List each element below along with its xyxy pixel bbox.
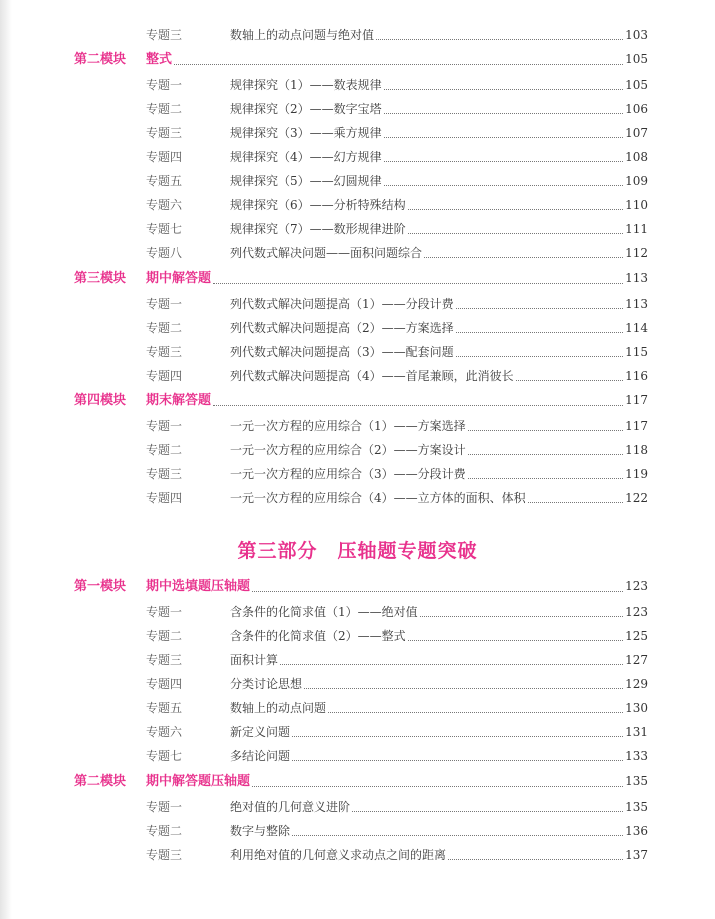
page-number: 113 — [625, 271, 648, 285]
toc-module-entry — [74, 773, 648, 790]
toc-topic-entry — [146, 823, 648, 839]
toc-module-entry — [74, 392, 648, 409]
dot-leader — [252, 591, 623, 592]
topic-title: 数轴上的动点问题与绝对值 — [230, 28, 375, 42]
page-number: 118 — [625, 443, 648, 457]
toc-topic-entry — [146, 368, 648, 384]
page-number: 131 — [625, 725, 648, 739]
toc-topic-entry — [146, 245, 648, 261]
dot-leader — [213, 283, 623, 284]
toc-topic-entry — [146, 77, 648, 93]
topic-title: 数轴上的动点问题 — [230, 701, 327, 715]
dot-leader — [384, 137, 623, 138]
toc-topic-entry — [146, 724, 648, 740]
dot-leader — [376, 39, 623, 40]
dot-leader — [328, 712, 623, 713]
toc-topic-entry — [146, 628, 648, 644]
module-title: 整式 — [146, 52, 173, 67]
topic-title: 规律探究（7）——数形规律进阶 — [230, 222, 406, 236]
topic-number: 专题六 — [146, 198, 183, 212]
dot-leader — [408, 209, 623, 210]
topic-title: 一元一次方程的应用综合（1）——方案选择 — [230, 419, 466, 433]
page-number: 123 — [625, 579, 648, 593]
topic-title: 规律探究（4）——幻方规律 — [230, 150, 382, 164]
topic-number: 专题四 — [146, 491, 183, 505]
page-number: 103 — [625, 28, 648, 42]
dot-leader — [456, 308, 623, 309]
topic-title: 多结论问题 — [230, 749, 291, 763]
toc-topic-entry — [146, 320, 648, 336]
topic-number: 专题四 — [146, 369, 183, 383]
page-number: 106 — [625, 102, 648, 116]
page-number: 110 — [625, 198, 648, 212]
page-number: 127 — [625, 653, 648, 667]
dot-leader — [292, 736, 623, 737]
page-number: 117 — [625, 419, 648, 433]
toc-topic-entry — [146, 296, 648, 312]
topic-title: 一元一次方程的应用综合（4）——立方体的面积、体积 — [230, 491, 526, 505]
topic-title: 分类讨论思想 — [230, 677, 303, 691]
topic-number: 专题四 — [146, 150, 183, 164]
dot-leader — [408, 640, 623, 641]
topic-number: 专题八 — [146, 246, 183, 260]
dot-leader — [384, 113, 623, 114]
dot-leader — [448, 859, 623, 860]
toc-topic-entry — [146, 221, 648, 237]
dot-leader — [352, 811, 623, 812]
topic-number: 专题三 — [146, 848, 183, 862]
page-number: 125 — [625, 629, 648, 643]
topic-number: 专题三 — [146, 345, 183, 359]
page-number: 107 — [625, 126, 648, 140]
page-number: 135 — [625, 774, 648, 788]
page-number: 111 — [625, 222, 648, 236]
topic-number: 专题一 — [146, 78, 183, 92]
topic-number: 专题二 — [146, 443, 183, 457]
dot-leader — [304, 688, 623, 689]
dot-leader — [468, 430, 623, 431]
dot-leader — [516, 380, 623, 381]
topic-title: 含条件的化简求值（1）——绝对值 — [230, 605, 418, 619]
toc-module-entry — [74, 270, 648, 287]
dot-leader — [468, 454, 623, 455]
topic-title: 规律探究（3）——乘方规律 — [230, 126, 382, 140]
module-number: 第二模块 — [74, 52, 127, 67]
dot-leader — [384, 161, 623, 162]
dot-leader — [292, 835, 623, 836]
toc-topic-entry — [146, 466, 648, 482]
toc-module-entry — [74, 51, 648, 68]
toc-topic-entry — [146, 125, 648, 141]
topic-title: 一元一次方程的应用综合（2）——方案设计 — [230, 443, 466, 457]
topic-title: 新定义问题 — [230, 725, 291, 739]
module-number: 第一模块 — [74, 579, 127, 594]
page-edge-shadow — [0, 0, 12, 919]
dot-leader — [528, 502, 623, 503]
toc-topic-entry — [146, 344, 648, 360]
page-number: 113 — [625, 297, 648, 311]
dot-leader — [468, 478, 623, 479]
module-title: 期末解答题 — [146, 393, 212, 408]
dot-leader — [292, 760, 623, 761]
toc-topic-entry — [146, 652, 648, 668]
topic-title: 含条件的化简求值（2）——整式 — [230, 629, 406, 643]
dot-leader — [456, 356, 623, 357]
toc-topic-entry — [146, 149, 648, 165]
topic-title: 列代数式解决问题提高（3）——配套问题 — [230, 345, 454, 359]
page-number: 129 — [625, 677, 648, 691]
page-number: 133 — [625, 749, 648, 763]
dot-leader — [408, 233, 623, 234]
page-number: 119 — [625, 467, 648, 481]
topic-title: 规律探究（6）——分析特殊结构 — [230, 198, 406, 212]
module-title: 期中解答题 — [146, 271, 212, 286]
toc-topic-entry — [146, 748, 648, 764]
topic-number: 专题一 — [146, 419, 183, 433]
page-number: 136 — [625, 824, 648, 838]
topic-number: 专题五 — [146, 174, 183, 188]
page-number: 108 — [625, 150, 648, 164]
dot-leader — [384, 185, 623, 186]
toc-topic-entry — [146, 27, 648, 43]
topic-title: 规律探究（2）——数字宝塔 — [230, 102, 382, 116]
dot-leader — [252, 786, 623, 787]
topic-number: 专题三 — [146, 28, 183, 42]
topic-title: 利用绝对值的几何意义求动点之间的距离 — [230, 848, 447, 862]
page-number: 105 — [625, 78, 648, 92]
topic-number: 专题一 — [146, 605, 183, 619]
topic-title: 列代数式解决问题——面积问题综合 — [230, 246, 423, 260]
topic-title: 列代数式解决问题提高（2）——方案选择 — [230, 321, 454, 335]
dot-leader — [456, 332, 623, 333]
dot-leader — [174, 64, 623, 65]
module-number: 第三模块 — [74, 271, 127, 286]
module-number: 第二模块 — [74, 774, 127, 789]
toc-topic-entry — [146, 676, 648, 692]
page-number: 135 — [625, 800, 648, 814]
topic-number: 专题六 — [146, 725, 183, 739]
topic-number: 专题四 — [146, 677, 183, 691]
dot-leader — [384, 89, 623, 90]
topic-number: 专题三 — [146, 126, 183, 140]
page-number: 105 — [625, 52, 648, 66]
topic-number: 专题二 — [146, 824, 183, 838]
dot-leader — [280, 664, 623, 665]
topic-number: 专题三 — [146, 467, 183, 481]
page-number: 117 — [625, 393, 648, 407]
topic-number: 专题七 — [146, 749, 183, 763]
topic-title: 规律探究（5）——幻圆规律 — [230, 174, 382, 188]
topic-title: 列代数式解决问题提高（1）——分段计费 — [230, 297, 454, 311]
toc-topic-entry — [146, 197, 648, 213]
page-number: 115 — [625, 345, 648, 359]
page-number: 137 — [625, 848, 648, 862]
topic-number: 专题二 — [146, 321, 183, 335]
dot-leader — [420, 616, 623, 617]
toc-topic-entry — [146, 173, 648, 189]
topic-number: 专题一 — [146, 297, 183, 311]
topic-number: 专题五 — [146, 701, 183, 715]
topic-number: 专题三 — [146, 653, 183, 667]
topic-title: 规律探究（1）——数表规律 — [230, 78, 382, 92]
page-number: 109 — [625, 174, 648, 188]
dot-leader — [424, 257, 623, 258]
page-number: 114 — [625, 321, 648, 335]
toc-topic-entry — [146, 490, 648, 506]
toc-topic-entry — [146, 604, 648, 620]
toc-module-entry — [74, 578, 648, 595]
page-number: 112 — [625, 246, 648, 260]
topic-number: 专题二 — [146, 102, 183, 116]
topic-title: 面积计算 — [230, 653, 279, 667]
module-title: 期中解答题压轴题 — [146, 774, 251, 789]
topic-title: 数字与整除 — [230, 824, 291, 838]
topic-number: 专题一 — [146, 800, 183, 814]
toc-topic-entry — [146, 847, 648, 863]
topic-title: 绝对值的几何意义进阶 — [230, 800, 351, 814]
page-number: 116 — [625, 369, 648, 383]
part-heading: 第三部分 压轴题专题突破 — [237, 540, 478, 562]
module-number: 第四模块 — [74, 393, 127, 408]
page-number: 130 — [625, 701, 648, 715]
topic-title: 一元一次方程的应用综合（3）——分段计费 — [230, 467, 466, 481]
toc-topic-entry — [146, 101, 648, 117]
toc-topic-entry — [146, 418, 648, 434]
toc-topic-entry — [146, 442, 648, 458]
topic-title: 列代数式解决问题提高（4）——首尾兼顾，此消彼长 — [230, 369, 514, 383]
toc-topic-entry — [146, 700, 648, 716]
module-title: 期中选填题压轴题 — [146, 579, 251, 594]
topic-number: 专题二 — [146, 629, 183, 643]
dot-leader — [213, 405, 623, 406]
toc-topic-entry — [146, 799, 648, 815]
topic-number: 专题七 — [146, 222, 183, 236]
page-number: 123 — [625, 605, 648, 619]
page-number: 122 — [625, 491, 648, 505]
